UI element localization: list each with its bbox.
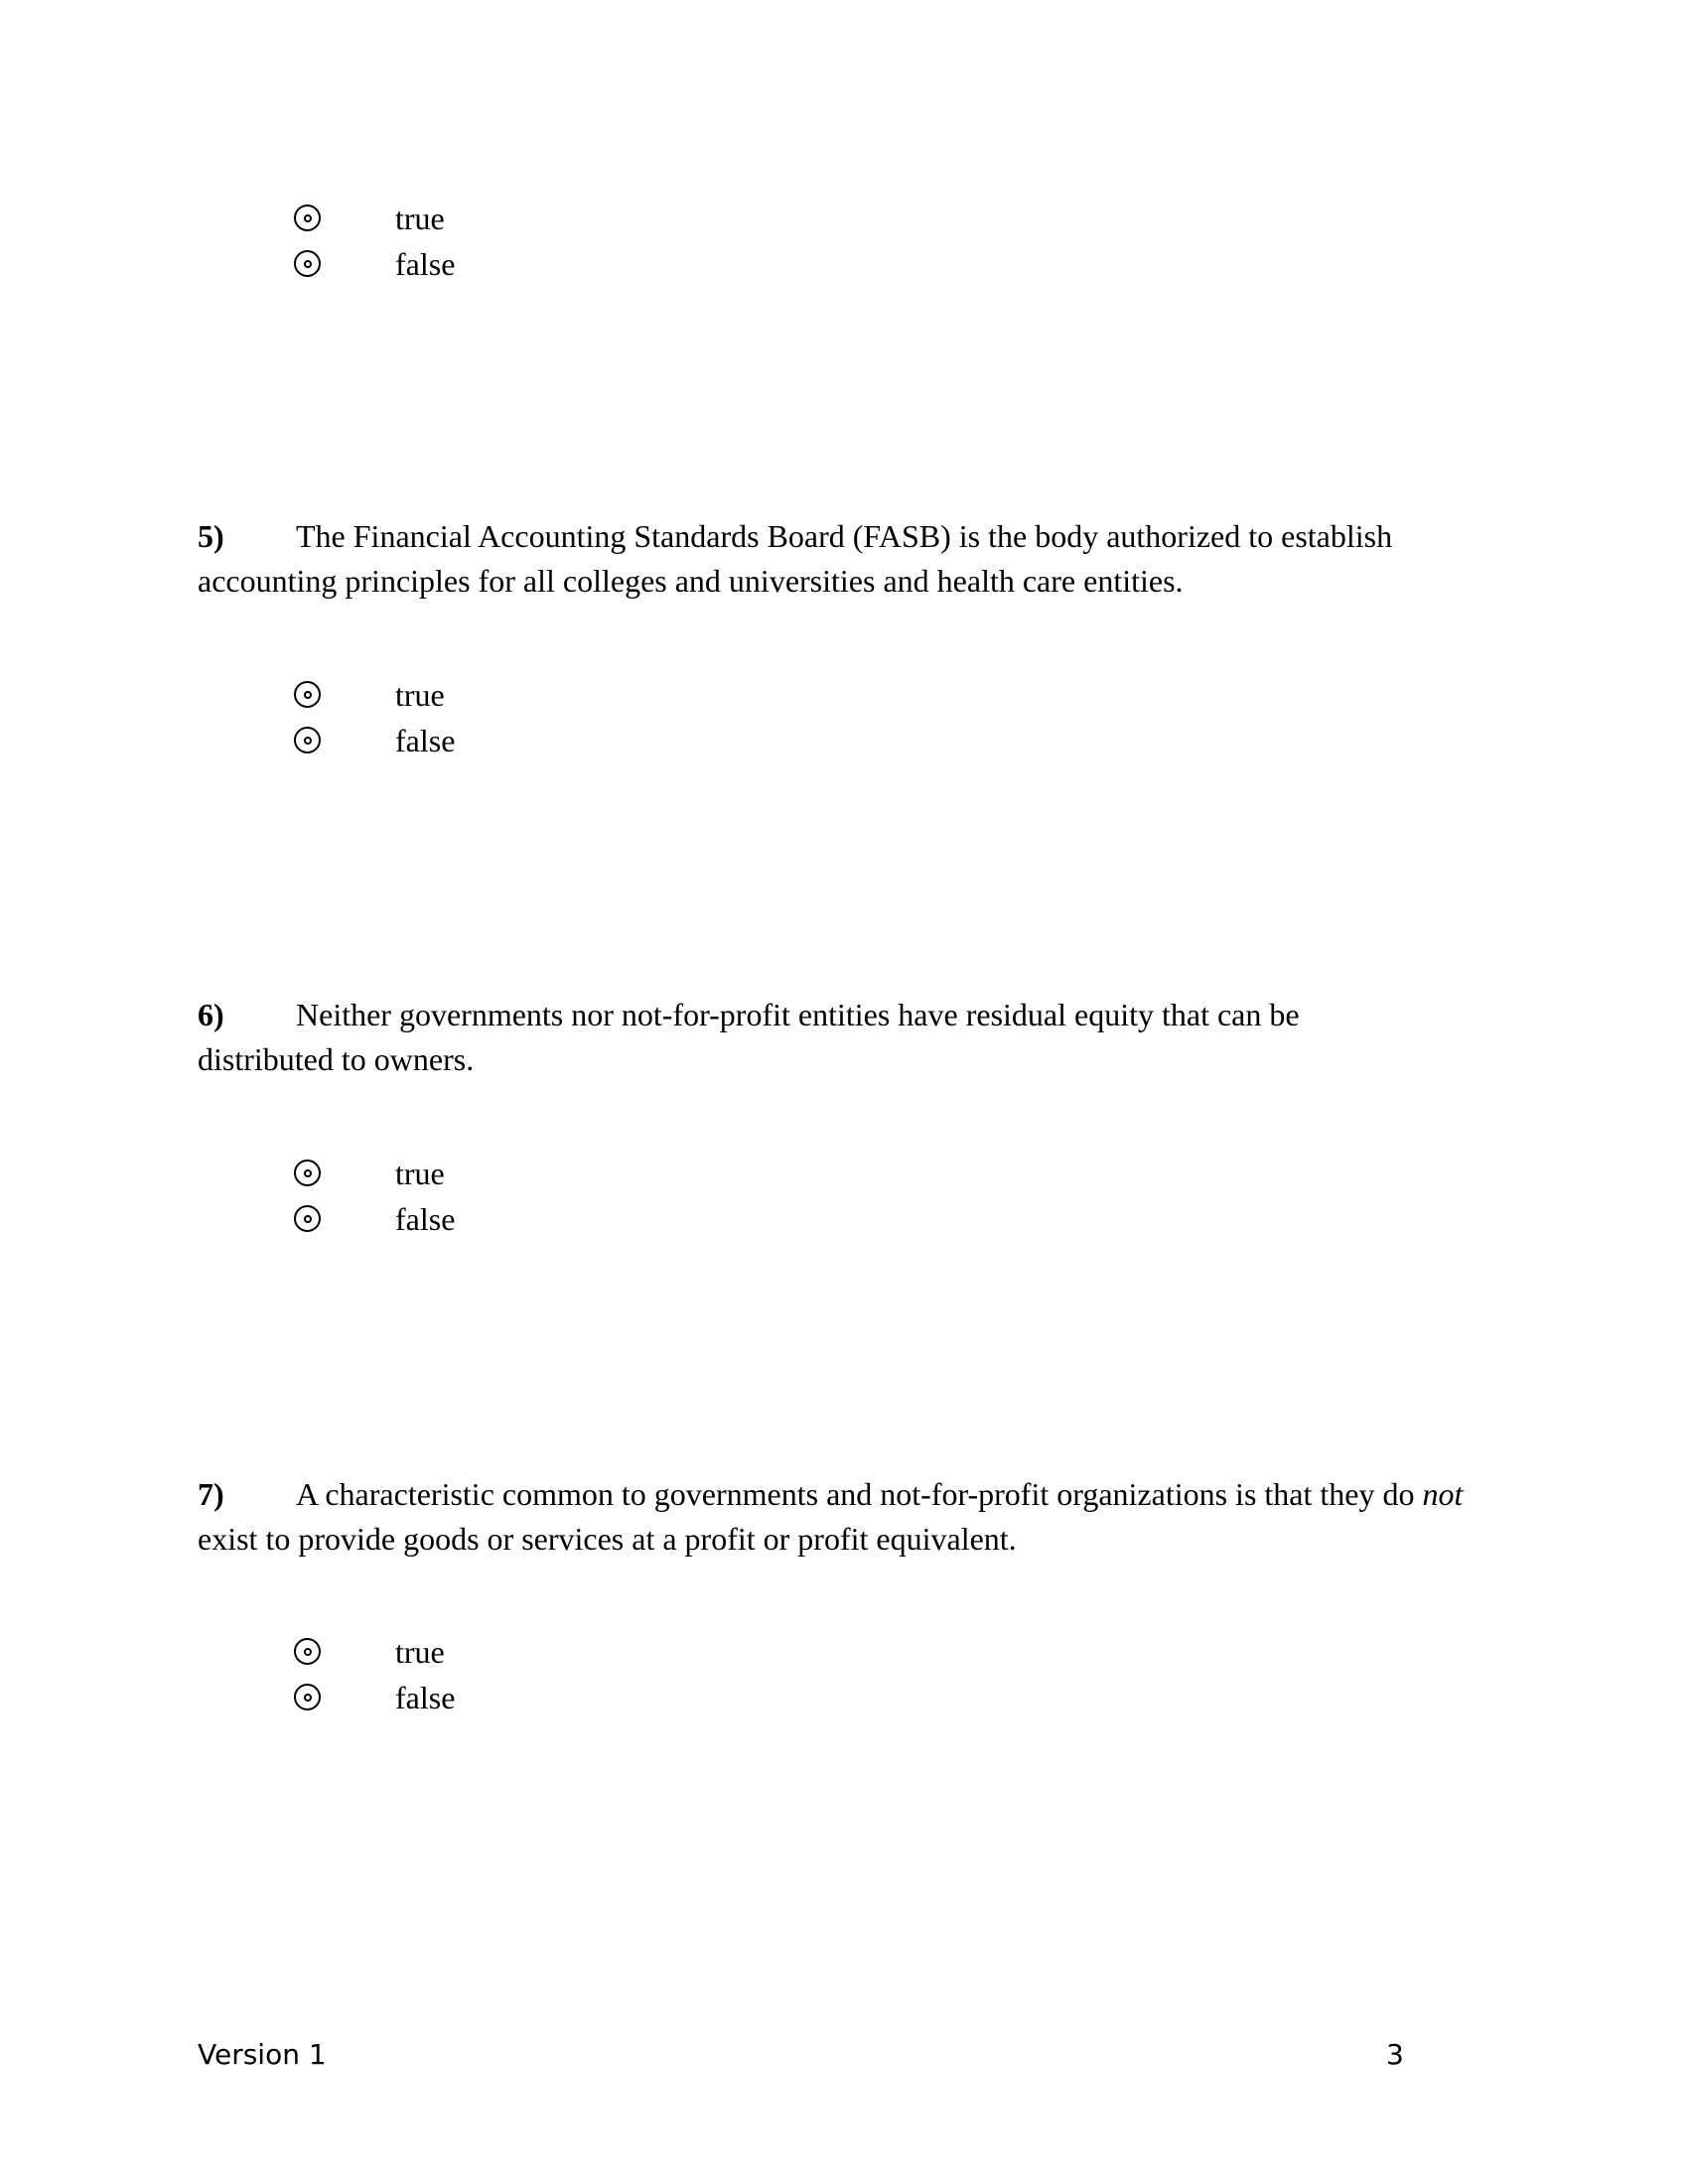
answer-options-q5 xyxy=(294,675,691,766)
option-label: true xyxy=(395,1634,445,1670)
radio-icon[interactable] xyxy=(294,1638,321,1665)
option-false[interactable] xyxy=(294,1199,691,1245)
answer-options-q6 xyxy=(294,1154,691,1245)
radio-icon[interactable] xyxy=(294,205,321,231)
option-true[interactable] xyxy=(294,1632,691,1678)
question-text: Neither governments nor not-for-profit entities have residual equity that can be distributed to owners. xyxy=(198,997,1300,1077)
radio-icon[interactable] xyxy=(294,727,321,753)
option-label: true xyxy=(395,677,445,713)
option-true[interactable] xyxy=(294,1154,691,1199)
option-label: false xyxy=(395,1680,456,1715)
question-5 xyxy=(198,514,1508,604)
question-text-post: exist to provide goods or services at a profit or profit equivalent. xyxy=(198,1521,1017,1557)
option-true[interactable] xyxy=(294,675,691,721)
option-label: true xyxy=(395,201,445,236)
question-number: 6) xyxy=(198,997,224,1032)
option-false[interactable] xyxy=(294,1678,691,1723)
radio-icon[interactable] xyxy=(294,681,321,708)
question-6 xyxy=(198,993,1419,1082)
option-true[interactable] xyxy=(294,199,691,244)
footer-version: Version 1 xyxy=(198,2038,327,2071)
question-number: 7) xyxy=(198,1476,224,1512)
radio-icon[interactable] xyxy=(294,1684,321,1710)
footer-page-number: 3 xyxy=(1386,2038,1404,2071)
option-false[interactable] xyxy=(294,244,691,290)
option-label: false xyxy=(395,723,456,758)
option-false[interactable] xyxy=(294,721,691,766)
question-text-pre: A characteristic common to governments and not-for-profit organizations is that they do xyxy=(296,1476,1423,1512)
answer-options-q7 xyxy=(294,1632,691,1723)
question-number: 5) xyxy=(198,518,224,554)
option-label: false xyxy=(395,1201,456,1237)
question-text-emphasis: not xyxy=(1422,1476,1464,1512)
radio-icon[interactable] xyxy=(294,250,321,277)
answer-options-q4 xyxy=(294,199,691,290)
question-7 xyxy=(198,1472,1518,1562)
radio-icon[interactable] xyxy=(294,1160,321,1186)
radio-icon[interactable] xyxy=(294,1205,321,1232)
question-text: The Financial Accounting Standards Board (FASB) is the body authorized to establish accounting principles for all colleges and universities and health care entities. xyxy=(198,518,1393,599)
option-label: false xyxy=(395,246,456,282)
option-label: true xyxy=(395,1156,445,1191)
